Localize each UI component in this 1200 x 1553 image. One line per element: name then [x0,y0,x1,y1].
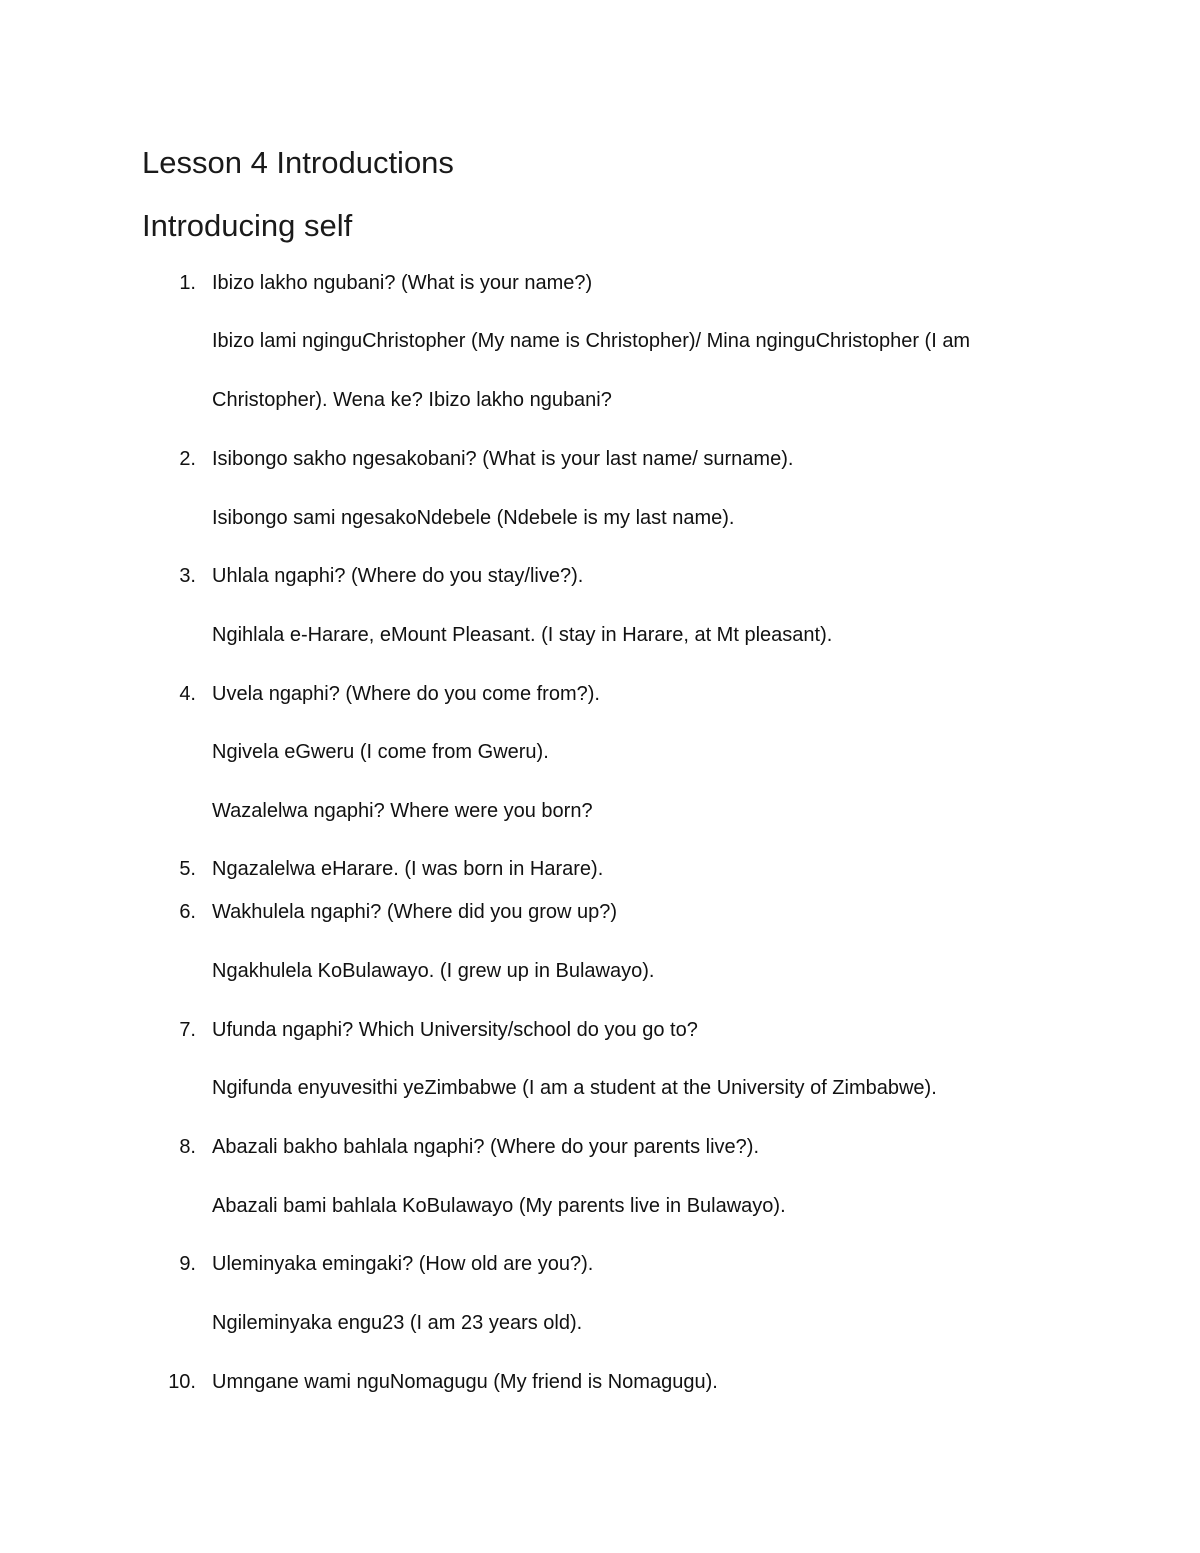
list-item-text: Wakhulela ngaphi? (Where did you grow up?) [212,901,618,923]
list-item-text: Isibongo sami ngesako​Ndebele (Ndebele is my last name). [212,507,735,529]
list-item-text: Ngakhulela KoBulawayo. (I grew up in Bulawayo). [212,960,655,982]
list-item-number: 6. [179,901,196,923]
list-item-text: Umngane wami ngu​Nomagugu (My friend is Nomagugu). [212,1371,718,1393]
list-item-text: Uhlala ngaphi? (Where do you stay/live?). [212,565,584,587]
list-item-text: Abazali bakho bahlala ngaphi? (Where do your parents live?). [212,1136,760,1158]
list-item-number: 3. [179,565,196,587]
section-heading: Introducing self [142,208,353,243]
list-item-number: 4. [179,683,196,705]
list-item-number: 8. [179,1136,196,1158]
list-item-text: Christopher). Wena ke? Ibizo lakho ngubani? [212,389,612,411]
list-item-text: Ngileminyaka engu23 (I am 23 years old). [212,1312,583,1334]
list-item-text: Ibizo lakho ngubani? (What is your name?) [212,272,593,294]
document-title: Lesson 4 Introductions [142,145,454,180]
list-item-text: Ibizo lami ngingu​Christopher (My name is Christopher)/ Mina ngingu​Christopher (I am [212,330,971,352]
list-item-text: Ngazalelwa eHarare. (I was born in Harare). [212,858,604,880]
list-item-text: Ngifunda enyuvesithi yeZimbabwe (I am a student at the University of Zimbabwe). [212,1077,937,1099]
list-item-text: Ngihlala e-Harare, eMount Pleasant. (I stay in Harare, at Mt pleasant). [212,624,833,646]
list-item-number: 1. [179,272,196,294]
list-item-number: 9. [179,1253,196,1275]
list-item-text: Uleminyaka emingaki? (How old are you?). [212,1253,594,1275]
list-item-number: 5. [179,858,196,880]
list-item-text: Abazali bami bahlala KoBulawayo (My parents live in Bulawayo). [212,1195,786,1217]
list-item-text: Uvela ngaphi? (Where do you come from?). [212,683,600,705]
list-item-text: Ufunda ngaphi? Which University/school do you go to? [212,1019,698,1041]
list-item-number: 2. [179,448,196,470]
list-item-text: Wazalelwa ngaphi? Where were you born? [212,800,593,822]
list-item-text: Isibongo sakho ngesakobani? (What is your last name/ surname). [212,448,794,470]
list-item-number: 7. [179,1019,196,1041]
list-item-text: Ngivela eGweru (I come from Gweru). [212,741,549,763]
list-item-number: 10. [168,1371,196,1393]
